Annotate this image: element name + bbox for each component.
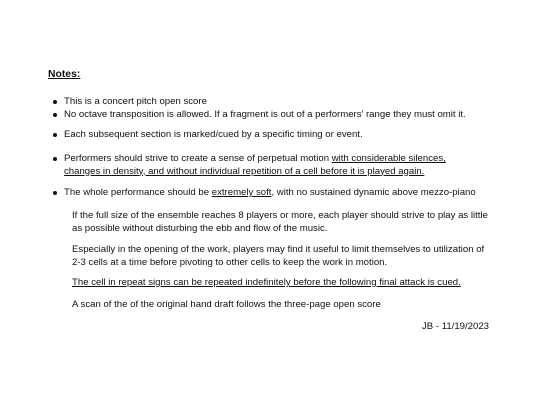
note-text: Each subsequent section is marked/cued by a specific timing or event. (64, 129, 363, 140)
paragraph-ensemble-size (72, 210, 512, 235)
note-item-dynamics (64, 187, 504, 200)
paragraph-line: as possible without disturbing the ebb and flow of the music. (72, 222, 328, 234)
note-text-post: , with no sustained dynamic above mezzo-piano (271, 187, 476, 198)
paragraph-opening (72, 244, 512, 269)
bullet-icon (53, 157, 57, 161)
note-text-underlined-continued: changes in density, and without individual repetition of a cell before it is played again. (64, 165, 425, 177)
bullet-icon (53, 100, 57, 104)
paragraph-line: Especially in the opening of the work, players may find it useful to limit themselves to utilization of (72, 244, 485, 255)
note-item-perpetual-motion (64, 153, 504, 178)
paragraph-repeat-signs: The cell in repeat signs can be repeated indefinitely before the following final attack is cued. (72, 277, 461, 288)
bullet-icon (53, 133, 57, 137)
note-item-sections (64, 129, 504, 142)
paragraph-scan-note: A scan of the of the original hand draft follows the three-page open score (72, 299, 381, 310)
notes-heading: Notes: (48, 69, 81, 80)
paragraph-line: If the full size of the ensemble reaches 8 players or more, each player should strive to play as little (72, 210, 488, 221)
signature-date: JB - 11/19/2023 (421, 321, 489, 332)
note-text-underlined: with considerable silences, (331, 153, 446, 164)
note-item-concert-pitch (64, 96, 504, 109)
paragraph-line: 2-3 cells at a time before pivoting to other cells to keep the work in motion. (72, 256, 388, 268)
bullet-icon (53, 113, 57, 117)
note-text-pre: The whole performance should be (64, 187, 212, 198)
note-item-octave (64, 109, 504, 122)
note-text: No octave transposition is allowed. If a fragment is out of a performers’ range they must omit it. (64, 109, 466, 120)
note-text-pre: Performers should strive to create a sense of perpetual motion (64, 153, 332, 164)
note-text: This is a concert pitch open score (64, 96, 207, 107)
bullet-icon (53, 191, 57, 195)
note-text-underlined: extremely soft (211, 187, 272, 198)
